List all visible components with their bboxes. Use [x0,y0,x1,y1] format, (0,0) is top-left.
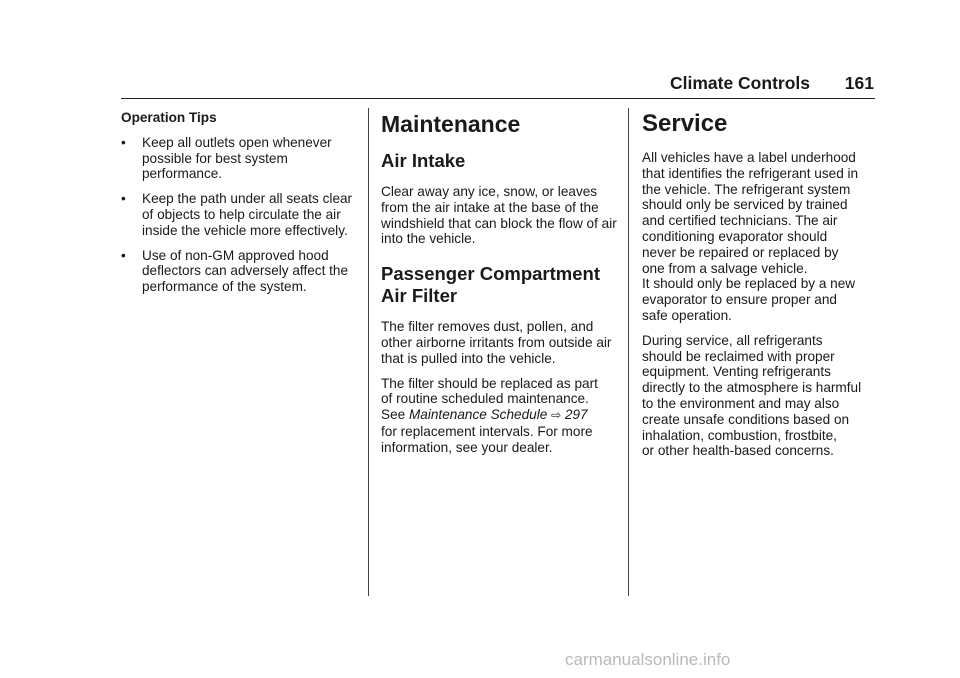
air-filter-heading-line1: Passenger Compartment [381,263,600,285]
list-item-text: Keep all outlets open whenever possible for best system performance. [142,134,332,182]
air-filter-para1: The filter removes dust, pollen, and other airborne irritants from outside air that is pulled into the vehicle. [381,319,612,366]
text-line: never be repaired or replaced by [642,244,839,260]
text-line: should be reclaimed with proper [642,348,835,364]
text-line: create unsafe conditions based on [642,411,850,427]
air-filter-heading-line2: Air Filter [381,285,458,307]
text-line: evaporator to ensure proper and [642,292,837,308]
text-line: During service, all refrigerants [642,332,823,348]
maintenance-schedule-link[interactable]: Maintenance Schedule [408,407,548,423]
air-filter-heading [381,263,617,307]
list-item [121,135,357,182]
list-item-text: Keep the path under all seats clear of objects to help circulate the air inside the vehicle more effectively. [142,191,353,238]
air-filter-para2-line2: of routine scheduled maintenance. [381,391,589,407]
see-text: See [381,407,406,423]
text-line: should only be serviced by trained [642,197,848,213]
text-line: that identifies the refrigerant used in [642,165,859,181]
text-line: and certified technicians. The air [642,213,838,229]
text-line: All vehicles have a label underhood [642,150,856,165]
operation-tips-heading: Operation Tips [121,110,217,125]
bullet-icon: • [121,247,126,263]
text-line: conditioning evaporator should [642,228,828,244]
text-line: the vehicle. The refrigerant system [642,181,851,197]
page-reference-icon: ⇨ [551,408,562,423]
text-line: or other health-based concerns. [642,443,834,459]
column-divider-1 [368,108,369,596]
service-para1 [642,150,878,324]
bullet-icon: • [121,134,126,150]
service-para2 [642,333,878,459]
list-item [121,191,357,238]
column-divider-2 [628,108,629,596]
text-line: one from a salvage vehicle. [642,260,808,276]
air-filter-para2-line1: The filter should be replaced as part [381,375,598,391]
list-item [121,248,357,295]
watermark: carmanualsonline.info [565,650,731,669]
text-line: It should only be replaced by a new [642,276,856,292]
text-line: directly to the atmosphere is harmful [642,380,862,396]
air-filter-para2-line3 [381,407,617,424]
text-line: equipment. Venting refrigerants [642,364,831,380]
header-rule [121,98,875,99]
air-filter-para2 [381,376,617,456]
text-line: to the environment and may also [642,395,840,411]
page-number: 161 [844,73,874,93]
service-title: Service [642,110,728,137]
air-filter-para2-rest: for replacement intervals. For more information, see your dealer. [381,423,593,455]
maintenance-title: Maintenance [381,111,521,137]
column-operation-tips [121,110,357,304]
list-item-text: Use of non-GM approved hood deflectors can adversely affect the performance of the system. [142,247,349,295]
maintenance-schedule-page[interactable]: 297 [564,407,588,423]
bullet-icon: • [121,191,126,207]
air-intake-heading: Air Intake [381,150,466,171]
section-title: Climate Controls [669,73,810,93]
column-service [642,110,878,468]
text-line: inhalation, combustion, frostbite, [642,427,837,443]
text-line: safe operation. [642,307,732,323]
column-maintenance [381,110,617,465]
air-intake-text: Clear away any ice, snow, or leaves from the air intake at the base of the windshield that can block the flow of air into the vehicle. [381,184,617,247]
